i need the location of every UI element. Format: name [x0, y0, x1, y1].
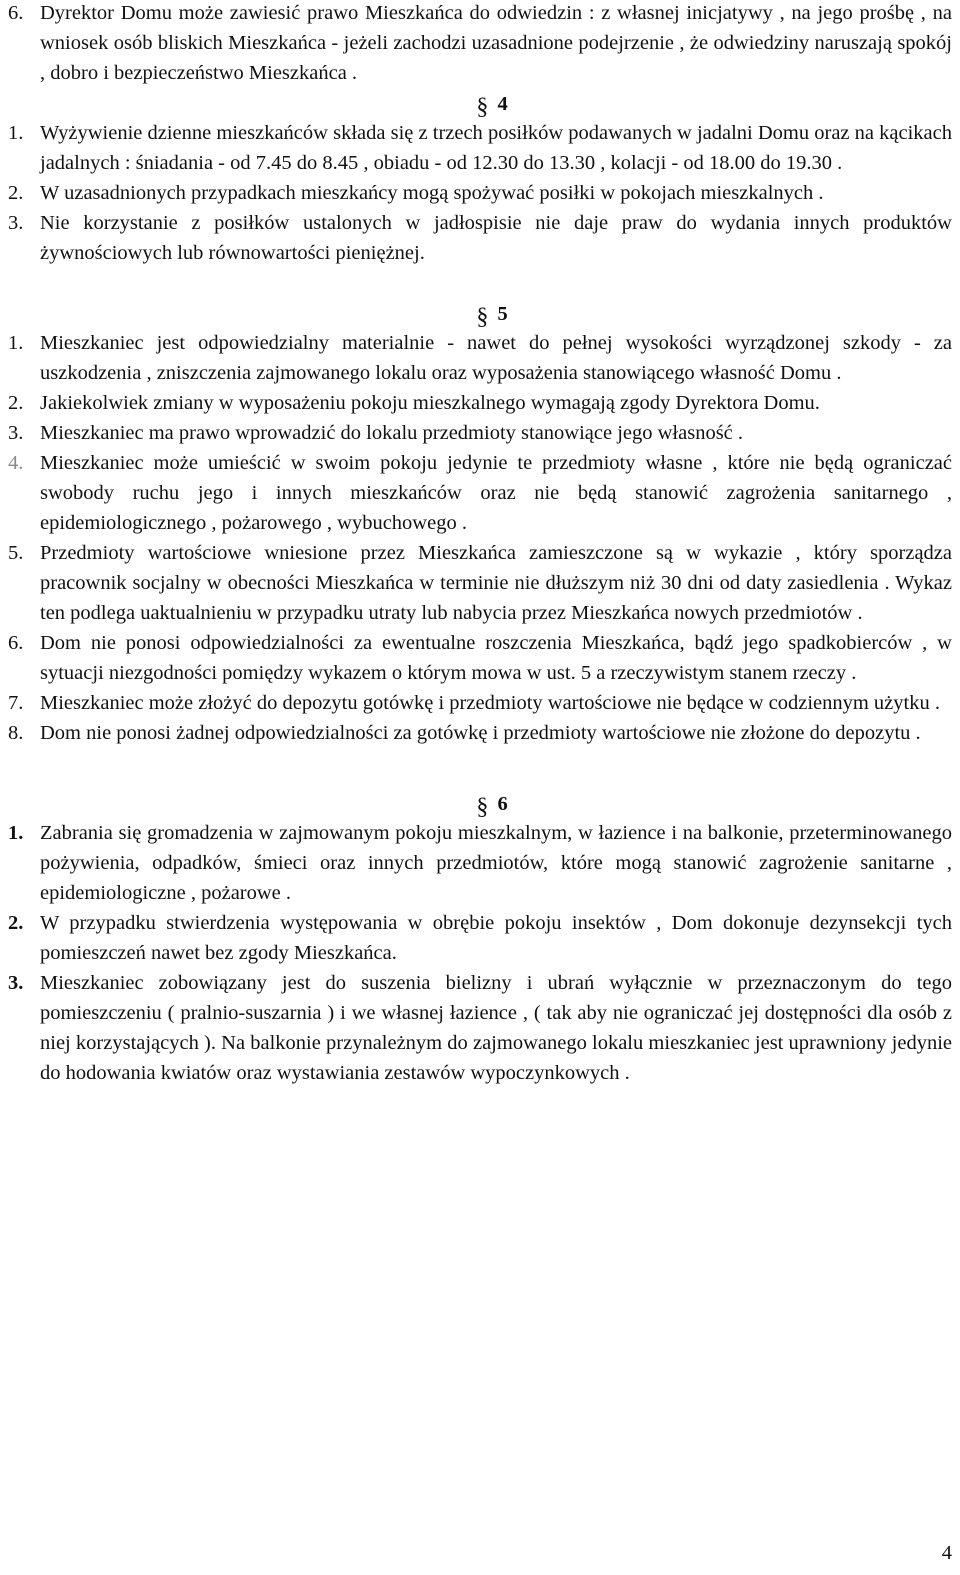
item-text: Zabrania się gromadzenia w zajmowanym pokoju mieszkalnym, w łazience i na balkonie, przeterminowanego pożywienia, odpadków, śmieci oraz innych przedmiotów, które mogą stanowić zagrożenie sanitarne , epidemiologiczne , pożarowe . [40, 822, 952, 904]
list-item [8, 448, 952, 538]
item-text: Dom nie ponosi odpowiedzialności za ewentualne roszczenia Mieszkańca, bądź jego spadkobierców , w sytuacji niezgodności pomiędzy wykazem o którym mowa w ust. 5 a rzeczywistym stanem rzeczy . [40, 632, 952, 684]
item-text: Nie korzystanie z posiłków ustalonych w jadłospisie nie daje praw do wydania innych produktów żywnościowych lub równowartości pieniężnej. [40, 212, 952, 264]
section-mark: § [476, 304, 489, 330]
item-number: 6. [8, 632, 24, 654]
list-item [8, 418, 952, 448]
list-item [8, 718, 952, 748]
item-text: Jakiekolwiek zmiany w wyposażeniu pokoju mieszkalnego wymagają zgody Dyrektora Domu. [40, 392, 820, 414]
item-number: 7. [8, 692, 24, 714]
item-text: Dyrektor Domu może zawiesić prawo Mieszkańca do odwiedzin : z własnej inicjatywy , na jego prośbę , na wniosek osób bliskich Mieszkańca - jeżeli zachodzi uzasadnione podejrzenie , że odwiedziny naruszają spokój , dobro i bezpieczeństwo Mieszkańca . [40, 2, 952, 84]
list-item [8, 118, 952, 178]
item-number: 2. [8, 912, 24, 934]
item-number: 3. [8, 422, 24, 444]
item-number: 8. [8, 722, 24, 744]
section-heading-6 [8, 788, 952, 818]
section-mark: § [476, 794, 489, 820]
item-number: 1. [8, 822, 24, 844]
section-number: 6 [497, 793, 508, 815]
list-item [8, 688, 952, 718]
section-heading-5 [8, 298, 952, 328]
spacer [8, 268, 952, 298]
section-number: 4 [497, 93, 508, 115]
list-item [8, 178, 952, 208]
list-item [8, 968, 952, 1088]
item-number: 1. [8, 332, 24, 354]
spacer [8, 748, 952, 778]
item-text: Wyżywienie dzienne mieszkańców składa się z trzech posiłków podawanych w jadalni Domu oraz na kącikach jadalnych : śniadania - od 7.45 do 8.45 , obiadu - od 12.30 do 13.30 , kolacji - od 18.00 do 19.30 . [40, 122, 952, 174]
section-mark: § [476, 94, 489, 120]
section-heading-4 [8, 88, 952, 118]
item-number: 3. [8, 212, 24, 234]
item-number: 5. [8, 542, 24, 564]
document-body [8, 0, 952, 1088]
item-text: Mieszkaniec może umieścić w swoim pokoju jedynie te przedmioty własne , które nie będą ograniczać swobody ruchu jego i innych mieszkańców oraz nie będą stanowić zagrożenia sanitarnego , epidemiologicznego , pożarowego , wybuchowego . [40, 452, 952, 534]
item-text: W przypadku stwierdzenia występowania w obrębie pokoju insektów , Dom dokonuje dezynsekcji tych pomieszczeń nawet bez zgody Mieszkańca. [40, 912, 952, 964]
item-number: 4. [8, 452, 24, 474]
list-item [8, 388, 952, 418]
list-item [8, 908, 952, 968]
section-number: 5 [497, 303, 508, 325]
item-number: 2. [8, 392, 24, 414]
item-text: Mieszkaniec zobowiązany jest do suszenia bielizny i ubrań wyłącznie w przeznaczonym do tego pomieszczeniu ( pralnio-suszarnia ) i we własnej łazience , ( tak aby nie ograniczać jej dostępności dla osób z niej korzystających ). Na balkonie przynależnym do zajmowanego lokalu mieszkaniec jest uprawniony jedynie do hodowania kwiatów oraz wystawiania zestawów wypoczynkowych . [40, 972, 952, 1084]
list-item [8, 208, 952, 268]
list-item [8, 328, 952, 388]
page-number: 4 [941, 1542, 952, 1564]
item-number: 2. [8, 182, 24, 204]
item-text: Dom nie ponosi żadnej odpowiedzialności za gotówkę i przedmioty wartościowe nie złożone do depozytu . [40, 722, 921, 744]
spacer [8, 778, 952, 788]
list-item [8, 538, 952, 628]
item-number: 3. [8, 972, 24, 994]
item-number: 1. [8, 122, 24, 144]
list-item [8, 818, 952, 908]
item-text: Mieszkaniec może złożyć do depozytu gotówkę i przedmioty wartościowe nie będące w codziennym użytku . [40, 692, 940, 714]
item-text: Mieszkaniec ma prawo wprowadzić do lokalu przedmioty stanowiące jego własność . [40, 422, 744, 444]
item-text: Mieszkaniec jest odpowiedzialny materialnie - nawet do pełnej wysokości wyrządzonej szkody - za uszkodzenia , zniszczenia zajmowanego lokalu oraz wyposażenia stanowiącego własność Domu . [40, 332, 952, 384]
item-number: 6. [8, 2, 24, 24]
intro-item [8, 0, 952, 88]
item-text: Przedmioty wartościowe wniesione przez Mieszkańca zamieszczone są w wykazie , który sporządza pracownik socjalny w obecności Mieszkańca w terminie nie dłuższym niż 30 dni od daty zasiedlenia . Wykaz ten podlega uaktualnieniu w przypadku utraty lub nabycia przez Mieszkańca nowych przedmiotów . [40, 542, 952, 624]
item-text: W uzasadnionych przypadkach mieszkańcy mogą spożywać posiłki w pokojach mieszkalnych . [40, 182, 824, 204]
list-item [8, 628, 952, 688]
